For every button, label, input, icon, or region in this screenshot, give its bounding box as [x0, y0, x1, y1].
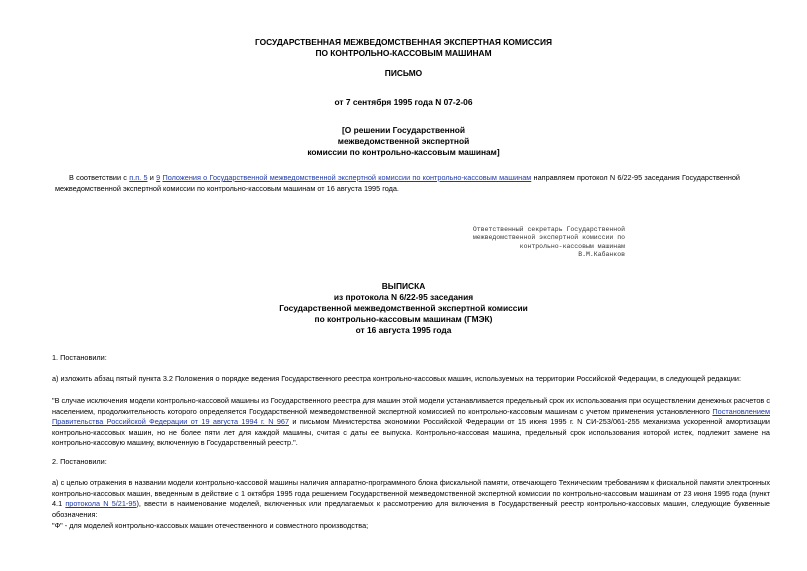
para-decided-1: 1. Постановили: — [52, 353, 107, 362]
doc-subject-line3: комиссии по контрольно-кассовым машинам] — [307, 147, 500, 157]
extract-line2: из протокола N 6/22-95 заседания — [333, 292, 474, 302]
org-title-line1: ГОСУДАРСТВЕННАЯ МЕЖВЕДОМСТВЕННАЯ ЭКСПЕРТНАЯ КОМИССИЯ — [254, 37, 553, 47]
signature-line1: Ответственный секретарь Государственной — [472, 226, 625, 233]
extract-line5: от 16 августа 1995 года — [355, 325, 452, 335]
signature-line2: межведомственной экспертной комиссии по — [472, 234, 625, 242]
para-2a: а) изложить абзац пятый пункта 3.2 Положения о порядке ведения Государственного реестра контрольно-кассовых машин, используемых на территории Российской Федерации, в следующей редакции: — [52, 374, 742, 383]
link-regulation[interactable]: Положения о Государственной межведомственной экспертной комиссии по контрольно-кассовым машинам — [162, 173, 532, 182]
link-p-9[interactable]: 9 — [156, 173, 161, 182]
doc-type: ПИСЬМО — [384, 68, 423, 78]
link-protocol-5-21-95[interactable]: протокола N 5/21-95 — [65, 499, 137, 509]
para-quote: "В случае исключения модели контрольно-кассовой машины из Государственного реестра для машин этой модели устанавливается предельный срок их использования при осуществлении денежных расчетов с населением, продолжительность которого определяется Государственной межведомственной экспертной комиссией по контрольно-кассовым машинам с учетом применения установленного Постановлением Правительства Российской Федерации от 19 августа 1994 г. N 967 и письмом Министерства экономики Российской Федерации от 15 июня 1995 г. N СИ-253/061-255 механизма ускоренной амортизации контрольно-кассовых машин, но не более пяти лет для каждой машины, считая с даты ее выпуска. Контрольно-кассовая машина, предельный срок использования которой истек, подлежит замене на контрольно-кассовую машину, включенную в Государственный реестр.". — [52, 396, 770, 448]
doc-date-number: от 7 сентября 1995 года N 07-2-06 — [334, 97, 473, 107]
extract-line4: по контрольно-кассовым машинам (ГМЭК) — [314, 314, 493, 324]
para-letter-f: "Ф" - для моделей контрольно-кассовых машин отечественного и совместного производства; — [52, 521, 369, 530]
signature-line3: контрольно-кассовым машинам — [519, 242, 625, 250]
signature-name: В.М.Кабанков — [578, 251, 625, 259]
doc-subject-line1: [О решении Государственной — [341, 125, 466, 135]
intro-paragraph: В соответствии с п.п. 5 и 9 Положения о Государственной межведомственной экспертной комиссии по контрольно-кассовым машинам направляем протокол N 6/22-95 заседания Государственной межведомственной экспертной комиссии по контрольно-кассовым машинам от 16 августа 1995 года. — [55, 173, 740, 193]
link-pp-5[interactable]: п.п. 5 — [129, 173, 148, 182]
doc-subject-line2: межведомственной экспертной — [337, 136, 470, 146]
link-government-decree[interactable]: Постановлением Правительства Российской Федерации от 19 августа 1994 г. N 967 — [52, 406, 770, 427]
org-title-line2: ПО КОНТРОЛЬНО-КАССОВЫМ МАШИНАМ — [315, 48, 492, 58]
para-decided-2: 2. Постановили: — [52, 457, 107, 466]
extract-line3: Государственной межведомственной экспертной комиссии — [279, 303, 528, 313]
para-2a-fiscal: а) с целью отражения в названии модели контрольно-кассовой машины наличия аппаратно-программного блока фискальной памяти, отвечающего Техническим требованиям к фискальной памяти электронных контрольно-кассовых машин, введенным в действие с 1 октября 1995 года решением Государственной межведомственной экспертной комиссии по контрольно-кассовым машинам от 23 июня 1995 года (пункт 4.1 протокола N 5/21-95), ввести в наименование моделей, включенных или предлагаемых к рассмотрению для включения в Государственный реестр контрольно-кассовых машин, следующие буквенные обозначения: — [52, 478, 770, 519]
extract-title: ВЫПИСКА — [381, 281, 426, 291]
signature-block — [440, 226, 625, 260]
